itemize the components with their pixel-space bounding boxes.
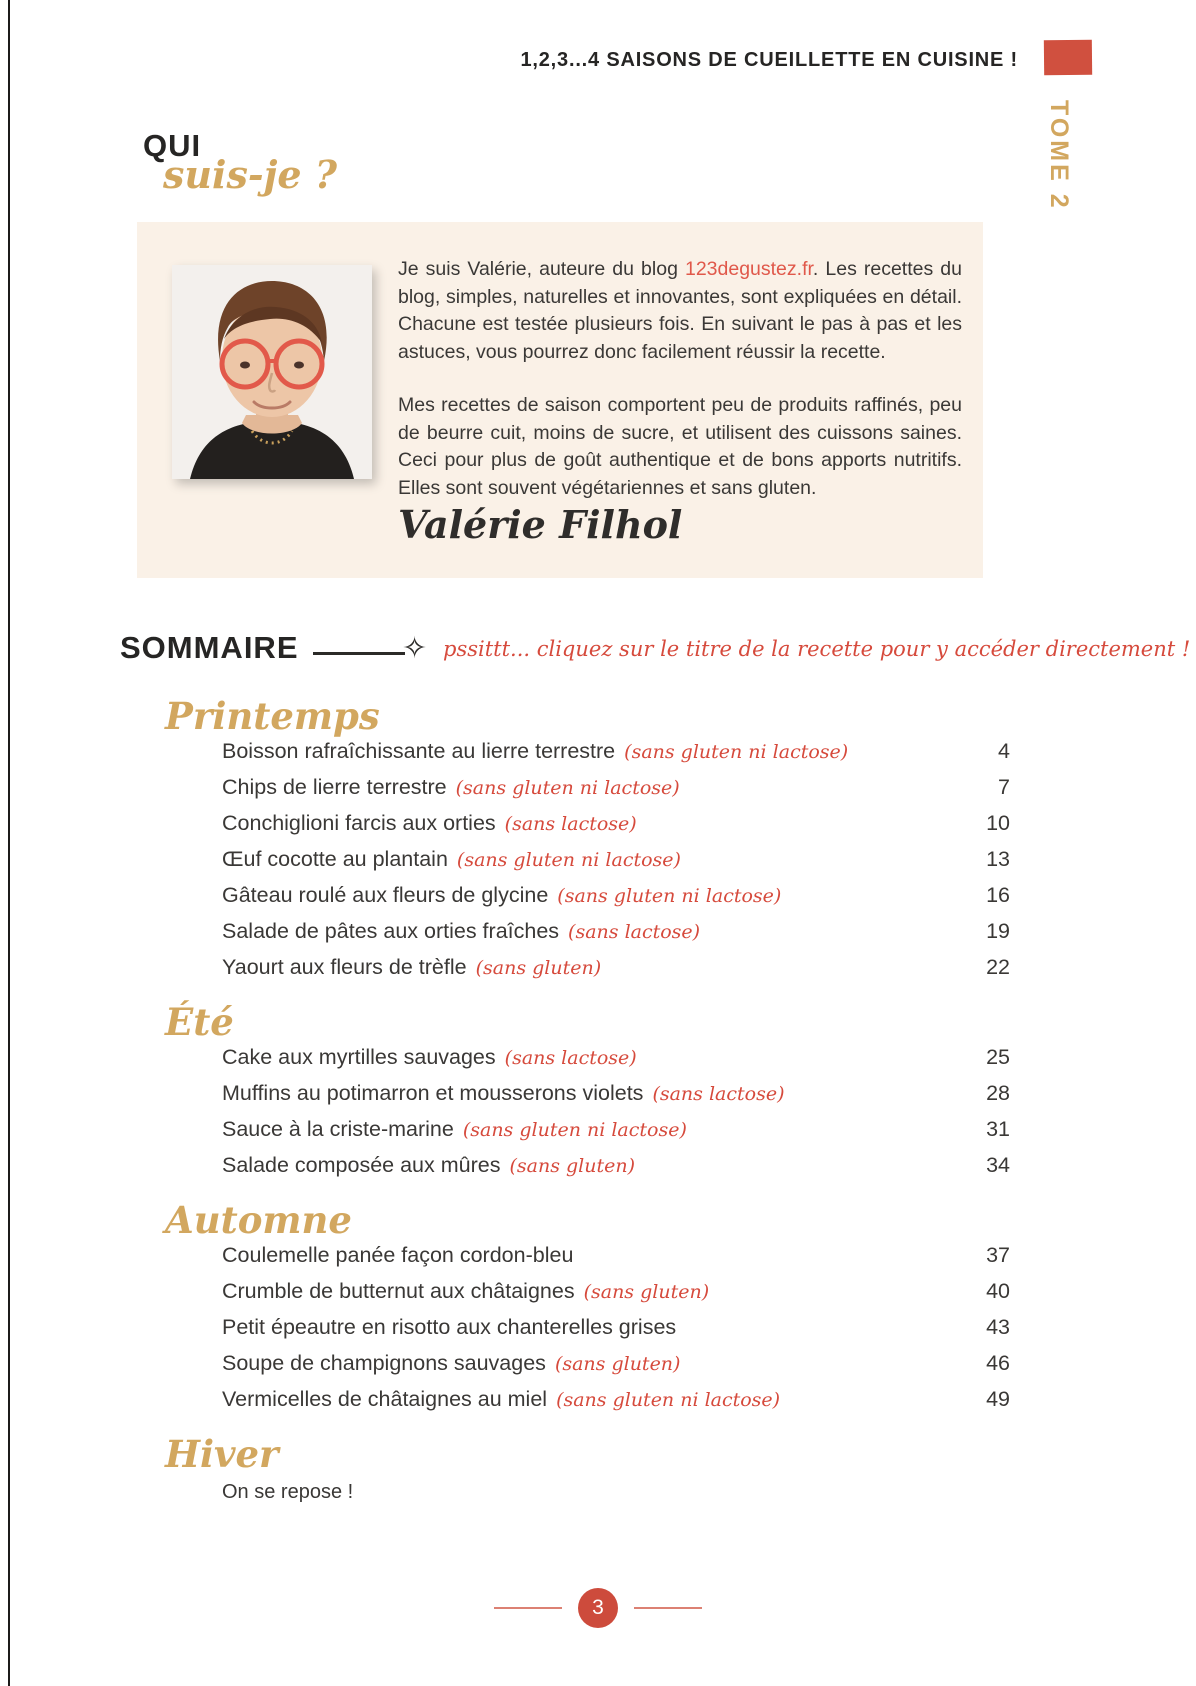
recipe-page-number: 43 bbox=[986, 1315, 1010, 1339]
toc-recipe-row[interactable] bbox=[222, 1045, 1010, 1081]
season-rows-automne bbox=[222, 1243, 1010, 1423]
recipe-page-number: 4 bbox=[998, 739, 1010, 763]
recipe-page-number: 25 bbox=[986, 1045, 1010, 1069]
corner-accent-block bbox=[1044, 40, 1092, 76]
para1-after: . Les recettes du blog, simples, naturelles et innovantes, sont expliquées en détail. Chacune est testée plusieurs fois. En suivant le pas à pas et les astuces, vous pourrez donc facilement réussir la recette. bbox=[398, 258, 962, 363]
recipe-link[interactable]: Sauce à la criste-marine bbox=[222, 1117, 454, 1141]
para1-before: Je suis Valérie, auteure du blog bbox=[398, 258, 685, 280]
diet-note: (sans gluten) bbox=[509, 1155, 635, 1177]
about-heading-script: suis-je ? bbox=[163, 152, 338, 197]
season-heading-hiver: Hiver bbox=[165, 1432, 279, 1476]
author-signature: Valérie Filhol bbox=[398, 502, 683, 547]
recipe-page-number: 37 bbox=[986, 1243, 1010, 1267]
about-card bbox=[137, 222, 983, 578]
recipe-page-number: 46 bbox=[986, 1351, 1010, 1375]
toc-recipe-row[interactable] bbox=[222, 1081, 1010, 1117]
diet-note: (sans gluten) bbox=[475, 957, 602, 979]
blog-link[interactable]: 123degustez.fr bbox=[684, 258, 813, 280]
diet-note: (sans gluten ni lactose) bbox=[462, 1119, 687, 1141]
toc-recipe-row[interactable] bbox=[222, 1315, 1010, 1351]
recipe-page-number: 13 bbox=[986, 847, 1010, 871]
recipe-page-number: 16 bbox=[986, 883, 1010, 907]
recipe-link[interactable]: Coulemelle panée façon cordon-bleu bbox=[222, 1243, 574, 1267]
season-rows-ete bbox=[222, 1045, 1010, 1189]
recipe-link[interactable]: Chips de lierre terrestre bbox=[222, 775, 447, 799]
toc-recipe-row[interactable] bbox=[222, 811, 1010, 847]
sommaire-hint: pssittt... cliquez sur le titre de la recette pour y accéder directement ! bbox=[443, 637, 1191, 661]
author-portrait-illustration bbox=[172, 265, 372, 479]
recipe-link[interactable]: Soupe de champignons sauvages bbox=[222, 1351, 546, 1375]
recipe-page-number: 34 bbox=[986, 1153, 1010, 1177]
recipe-page-number: 22 bbox=[986, 955, 1010, 979]
recipe-link[interactable]: Vermicelles de châtaignes au miel bbox=[222, 1387, 548, 1411]
toc-recipe-row[interactable] bbox=[222, 1387, 1010, 1423]
recipe-link[interactable]: Salade de pâtes aux orties fraîches bbox=[222, 919, 560, 943]
page-footer bbox=[0, 1588, 1196, 1628]
toc-recipe-row[interactable] bbox=[222, 775, 1010, 811]
diet-note: (sans gluten ni lactose) bbox=[624, 741, 849, 763]
left-edge-rule bbox=[8, 0, 10, 1686]
toc-recipe-row[interactable] bbox=[222, 1117, 1010, 1153]
recipe-link[interactable]: Gâteau roulé aux fleurs de glycine bbox=[222, 883, 549, 907]
recipe-link[interactable]: Œuf cocotte au plantain bbox=[222, 847, 448, 871]
diet-note: (sans gluten ni lactose) bbox=[455, 777, 680, 799]
recipe-link[interactable]: Yaourt aux fleurs de trèfle bbox=[222, 955, 467, 979]
diet-note: (sans lactose) bbox=[504, 1047, 637, 1069]
recipe-page-number: 7 bbox=[998, 775, 1010, 799]
diet-note: (sans gluten ni lactose) bbox=[557, 885, 782, 907]
recipe-link[interactable]: Boisson rafraîchissante au lierre terrestre bbox=[222, 739, 616, 763]
diet-note: (sans gluten ni lactose) bbox=[456, 849, 681, 871]
sparkle-icon: ✧ bbox=[402, 632, 428, 665]
diet-note: (sans gluten ni lactose) bbox=[556, 1389, 781, 1411]
recipe-link[interactable]: Cake aux myrtilles sauvages bbox=[222, 1045, 496, 1069]
toc-recipe-row[interactable] bbox=[222, 847, 1010, 883]
book-title-header: 1,2,3...4 SAISONS DE CUEILLETTE EN CUISINE ! bbox=[520, 49, 1018, 71]
about-paragraph-1 bbox=[398, 256, 962, 366]
toc-recipe-row[interactable] bbox=[222, 739, 1010, 775]
toc-recipe-row[interactable] bbox=[222, 883, 1010, 919]
diet-note: (sans lactose) bbox=[652, 1083, 785, 1105]
footer-line-left bbox=[494, 1607, 562, 1609]
recipe-page-number: 31 bbox=[986, 1117, 1010, 1141]
diet-note: (sans gluten) bbox=[554, 1353, 681, 1375]
toc-recipe-row[interactable] bbox=[222, 1351, 1010, 1387]
winter-rest-note: On se repose ! bbox=[222, 1481, 354, 1503]
toc-recipe-row[interactable] bbox=[222, 1279, 1010, 1315]
season-heading-automne: Automne bbox=[165, 1198, 352, 1242]
author-photo bbox=[172, 265, 372, 479]
recipe-link[interactable]: Conchiglioni farcis aux orties bbox=[222, 811, 496, 835]
recipe-page-number: 10 bbox=[986, 811, 1010, 835]
about-paragraph-2: Mes recettes de saison comportent peu de produits raffinés, peu de beurre cuit, moins de sucre, et utilisent des cuissons saines. Ceci pour plus de goût authentique et de bons apports nutritifs. Elles sont souvent végétariennes et sans gluten. bbox=[398, 394, 962, 499]
about-text bbox=[398, 256, 962, 528]
season-rows-printemps bbox=[222, 739, 1010, 991]
page-number-badge: 3 bbox=[578, 1588, 618, 1628]
season-heading-printemps: Printemps bbox=[165, 694, 380, 738]
recipe-page-number: 49 bbox=[986, 1387, 1010, 1411]
recipe-link[interactable]: Crumble de butternut aux châtaignes bbox=[222, 1279, 575, 1303]
toc-recipe-row[interactable] bbox=[222, 919, 1010, 955]
recipe-link[interactable]: Salade composée aux mûres bbox=[222, 1153, 501, 1177]
table-of-contents bbox=[165, 695, 1010, 1504]
diet-note: (sans gluten) bbox=[583, 1281, 710, 1303]
about-heading: QUI bbox=[143, 128, 202, 163]
recipe-link[interactable]: Petit épeautre en risotto aux chanterelles grises bbox=[222, 1315, 677, 1339]
recipe-link[interactable]: Muffins au potimarron et mousserons violets bbox=[222, 1081, 644, 1105]
sommaire-heading: SOMMAIRE bbox=[120, 630, 299, 665]
recipe-page-number: 40 bbox=[986, 1279, 1010, 1303]
footer-line-right bbox=[634, 1607, 702, 1609]
diet-note: (sans lactose) bbox=[504, 813, 637, 835]
toc-recipe-row[interactable] bbox=[222, 955, 1010, 991]
season-heading-ete: Été bbox=[165, 1000, 234, 1044]
toc-recipe-row[interactable] bbox=[222, 1243, 1010, 1279]
recipe-page-number: 28 bbox=[986, 1081, 1010, 1105]
toc-recipe-row[interactable] bbox=[222, 1153, 1010, 1189]
diet-note: (sans lactose) bbox=[568, 921, 701, 943]
recipe-page-number: 19 bbox=[986, 919, 1010, 943]
wand-line bbox=[313, 652, 405, 655]
tome-label: TOME 2 bbox=[1045, 100, 1073, 211]
